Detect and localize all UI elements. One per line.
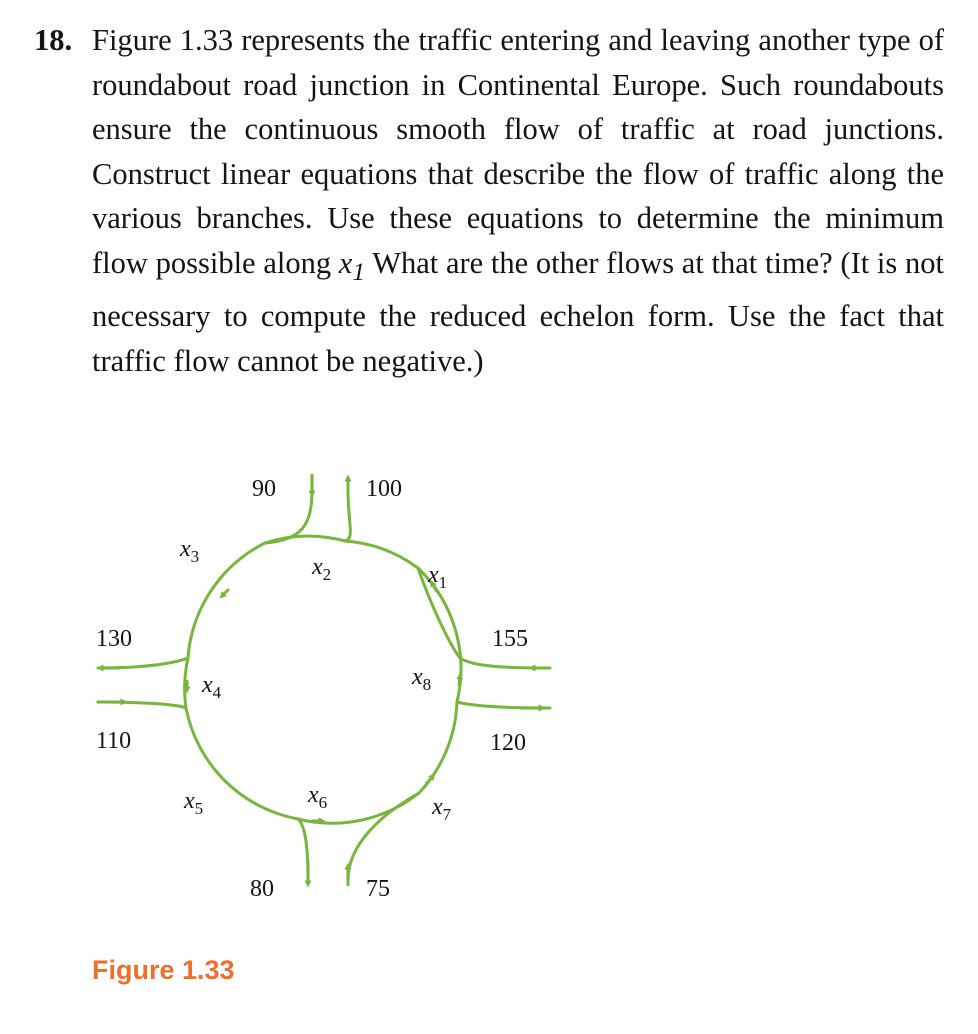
arrow-x8 [459, 676, 460, 686]
roundabout-figure [80, 440, 580, 940]
road-bottom-in [348, 793, 419, 880]
roundabout-diagram [80, 440, 580, 940]
label-right-in: 120 [490, 730, 526, 756]
label-x5: $x_5$ [184, 788, 204, 818]
problem-text [92, 18, 944, 383]
label-bottom-out: 80 [250, 876, 274, 902]
label-x8: $x_8$ [412, 664, 432, 694]
problem-variable [338, 245, 366, 286]
label-x7: $x_7$ [432, 794, 452, 824]
arc-x7 [419, 702, 457, 793]
problem-18 [34, 18, 944, 383]
label-top-in: 90 [252, 476, 276, 502]
label-x1: $x_1$ [428, 562, 448, 592]
problem-text-before: Figure 1.33 represents the traffic entering and leaving another type of roundabout road junction in Continental Europe. Such roundabouts ensure the continuous smooth flow of traffic at road junctions. Construct linear equations that describe the flow of traffic along the various branches. Use these equations to determine the minimum flow possible along [92, 23, 944, 280]
road-top-out [345, 490, 350, 541]
label-x3: $x_3$ [180, 536, 200, 566]
label-left-in: 110 [96, 728, 132, 754]
label-right-out: 155 [492, 626, 528, 652]
arc-x3 [188, 543, 265, 658]
label-bottom-in: 75 [366, 876, 390, 902]
problem-number: 18. [34, 23, 73, 57]
arrow-x3 [222, 589, 229, 596]
arc-x1 [345, 541, 418, 568]
label-x6: $x_6$ [308, 782, 328, 812]
label-left-out: 130 [96, 626, 132, 652]
problem-variable-base: x [338, 245, 353, 280]
problem-text-after: What are the other flows at that time? (It is not necessary to compute the reduced echelon form. Use the fact that traffic flow cannot be negative.) [92, 245, 944, 378]
label-x2: $x_2$ [312, 554, 332, 584]
label-x4: $x_4$ [202, 672, 222, 702]
problem-variable-sub: 1 [352, 257, 366, 286]
label-top-out: 100 [366, 476, 402, 502]
figure-caption: Figure 1.33 [92, 955, 235, 985]
